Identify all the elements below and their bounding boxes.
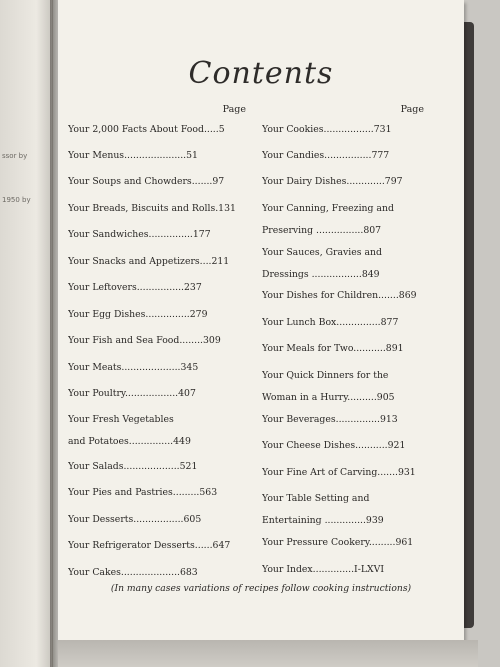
contents-entry-line: Your Egg Dishes...............279 bbox=[68, 309, 208, 320]
contents-entry-line: Your Table Setting and bbox=[262, 493, 370, 504]
contents-entry-line: and Potatoes...............449 bbox=[68, 436, 191, 447]
contents-entry-line: Your Fish and Sea Food........309 bbox=[68, 335, 221, 346]
contents-entry bbox=[68, 360, 246, 375]
contents-entry-line: Your 2,000 Facts About Food.....5 bbox=[68, 124, 225, 135]
contents-entry bbox=[68, 201, 246, 216]
contents-entry bbox=[262, 245, 424, 282]
footer-note: (In many cases variations of recipes follow cooking instructions) bbox=[110, 583, 412, 594]
contents-entry bbox=[68, 412, 246, 449]
contents-entry bbox=[68, 254, 246, 269]
contents-entry-line: Your Beverages...............913 bbox=[262, 414, 398, 425]
contents-entry-line: Your Cheese Dishes...........921 bbox=[262, 440, 406, 451]
contents-column-right bbox=[262, 104, 424, 575]
contents-entry bbox=[262, 562, 424, 577]
contents-entry bbox=[68, 485, 246, 500]
contents-entry-line: Your Salads...................521 bbox=[68, 461, 198, 472]
contents-entry-line: Your Lunch Box...............877 bbox=[262, 317, 399, 328]
contents-entry-line: Your Fresh Vegetables bbox=[68, 414, 174, 425]
contents-entry-line: Your Snacks and Appetizers....211 bbox=[68, 256, 230, 267]
contents-entry bbox=[68, 280, 246, 295]
contents-entry bbox=[68, 307, 246, 322]
contents-entry-line: Your Soups and Chowders.......97 bbox=[68, 176, 225, 187]
contents-entry-line: Your Meats....................345 bbox=[68, 362, 199, 373]
contents-entry bbox=[262, 315, 424, 330]
contents-entry-line: Your Cakes....................683 bbox=[68, 567, 198, 578]
contents-entry-line: Your Cookies.................731 bbox=[262, 124, 392, 135]
contents-entry-line: Your Sauces, Gravies and bbox=[262, 247, 382, 258]
contents-entry-line: Your Quick Dinners for the bbox=[262, 370, 389, 381]
contents-entry-line: Your Poultry..................407 bbox=[68, 388, 196, 399]
contents-entry bbox=[262, 341, 424, 356]
contents-entry bbox=[68, 512, 246, 527]
contents-entry bbox=[262, 438, 424, 453]
contents-entry bbox=[262, 122, 424, 137]
contents-entry bbox=[68, 227, 246, 242]
contents-entry-line: Your Meals for Two...........891 bbox=[262, 343, 404, 354]
contents-entry bbox=[68, 122, 246, 137]
contents-entry-line: Your Candies................777 bbox=[262, 150, 390, 161]
book-edge bbox=[58, 640, 478, 667]
contents-entry bbox=[262, 412, 424, 427]
contents-entry-line: Your Leftovers................237 bbox=[68, 282, 202, 293]
contents-entry bbox=[68, 459, 246, 474]
contents-entry-line: Your Fine Art of Carving.......931 bbox=[262, 467, 416, 478]
contents-entry-line: Your Canning, Freezing and bbox=[262, 203, 394, 214]
page-column-header: Page bbox=[400, 104, 424, 115]
contents-entry bbox=[262, 288, 424, 303]
contents-entry bbox=[68, 333, 246, 348]
contents-entry bbox=[68, 174, 246, 189]
contents-entry-line: Woman in a Hurry..........905 bbox=[262, 392, 395, 403]
contents-entry bbox=[262, 368, 424, 405]
contents-entry bbox=[262, 491, 424, 528]
contents-entry-line: Your Refrigerator Desserts......647 bbox=[68, 540, 231, 551]
contents-entry-line: Your Pies and Pastries.........563 bbox=[68, 487, 218, 498]
contents-entry-line: Your Desserts.................605 bbox=[68, 514, 202, 525]
facing-page bbox=[0, 0, 53, 667]
contents-entry bbox=[262, 535, 424, 550]
contents-entry-line: Your Pressure Cookery.........961 bbox=[262, 537, 414, 548]
contents-entry bbox=[68, 386, 246, 401]
contents-entry bbox=[262, 174, 424, 189]
contents-entry bbox=[262, 465, 424, 480]
contents-entry bbox=[262, 148, 424, 163]
page-column-header: Page bbox=[222, 104, 246, 115]
contents-entry bbox=[262, 201, 424, 238]
contents-entry bbox=[68, 565, 246, 580]
contents-entry-line: Dressings .................849 bbox=[262, 269, 380, 280]
contents-entry-line: Preserving ................807 bbox=[262, 225, 382, 236]
contents-entry-line: Your Sandwiches...............177 bbox=[68, 229, 211, 240]
contents-entry bbox=[68, 148, 246, 163]
contents-entry-line: Your Dairy Dishes.............797 bbox=[262, 176, 403, 187]
facing-page-text: ssor by bbox=[2, 152, 28, 160]
contents-entry-line: Entertaining ..............939 bbox=[262, 515, 384, 526]
contents-entry-line: Your Dishes for Children.......869 bbox=[262, 290, 417, 301]
contents-column-left bbox=[68, 104, 246, 578]
facing-page-text: 1950 by bbox=[2, 196, 31, 204]
contents-page bbox=[58, 0, 464, 640]
contents-entry bbox=[68, 538, 246, 553]
contents-entry-line: Your Index..............I-LXVI bbox=[262, 564, 385, 575]
contents-entry-line: Your Menus.....................51 bbox=[68, 150, 198, 161]
page-title: Contents bbox=[188, 56, 334, 91]
contents-entry-line: Your Breads, Biscuits and Rolls.131 bbox=[68, 203, 236, 214]
